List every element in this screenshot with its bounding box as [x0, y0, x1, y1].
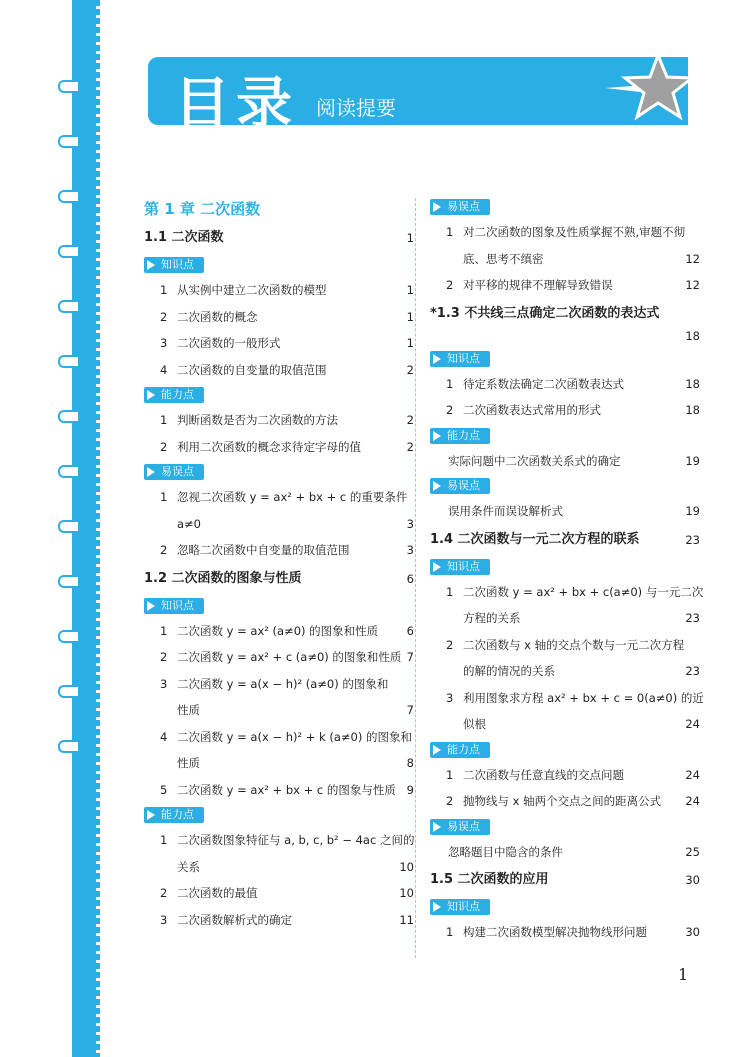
- toc-list: [430, 762, 700, 815]
- entry-number: 2: [160, 309, 168, 324]
- entry-text: 忽略题目中隐含的条件: [448, 844, 563, 859]
- entry-number: 1: [446, 376, 454, 391]
- toc-list: [430, 498, 700, 525]
- entry-text: 关系: [177, 859, 200, 874]
- entry-page: 23: [685, 611, 700, 625]
- tag-mistake: 易误点: [430, 815, 700, 839]
- entry-page: 7: [406, 650, 414, 664]
- tag-mistake: 易误点: [430, 195, 700, 219]
- section-heading[interactable]: 1.1 二次函数 1: [144, 230, 414, 245]
- tag-ability: 能力点: [430, 424, 700, 448]
- binder-ring: [58, 135, 78, 148]
- page-title: 目录: [174, 72, 298, 137]
- toc-entry[interactable]: [144, 854, 414, 881]
- toc-entry[interactable]: [144, 357, 414, 384]
- tag-knowledge: 知识点: [430, 555, 700, 579]
- binder-ring: [58, 740, 78, 753]
- toc-list: [430, 448, 700, 475]
- binder-ring: [58, 465, 78, 478]
- entry-text: 对平移的规律不理解导致错误: [463, 278, 613, 292]
- entry-page: 1: [406, 283, 414, 297]
- entry-text: 的解的情况的关系: [463, 664, 555, 678]
- toc-entry[interactable]: [430, 246, 700, 273]
- spine-stripes: [96, 0, 100, 1057]
- triangle-icon: [147, 601, 155, 611]
- toc-entry[interactable]: [430, 219, 700, 246]
- entry-number: 1: [160, 833, 168, 847]
- toc-entry[interactable]: [144, 407, 414, 434]
- entry-number: 2: [446, 278, 454, 292]
- entry-text: a≠0: [177, 516, 201, 531]
- toc-list: [430, 839, 700, 866]
- entry-text: 二次函数 y = ax² + c (a≠0) 的图象和性质: [177, 650, 402, 664]
- entry-page: 24: [685, 767, 700, 782]
- entry-text: 构建二次函数模型解决抛物线形问题: [463, 925, 647, 939]
- entry-text: 忽略二次函数中自变量的取值范围: [177, 543, 350, 557]
- triangle-icon: [433, 202, 441, 212]
- binder-ring: [58, 80, 78, 93]
- triangle-icon: [433, 745, 441, 755]
- entry-text: 利用图象求方程 ax² + bx + c = 0(a≠0) 的近: [463, 690, 704, 705]
- entry-text: 二次函数与任意直线的交点问题: [463, 767, 624, 782]
- entry-page: 1: [406, 336, 414, 350]
- entry-number: 1: [160, 623, 168, 638]
- entry-text: 实际问题中二次函数关系式的确定: [448, 453, 621, 468]
- tag-ability: 能力点: [144, 803, 414, 827]
- entry-text: 二次函数 y = ax² + bx + c(a≠0) 与一元二次: [463, 584, 704, 599]
- toc-entry[interactable]: [144, 644, 414, 671]
- entry-text: 二次函数的自变量的取值范围: [177, 362, 327, 377]
- toc-list: [430, 579, 704, 738]
- triangle-icon: [433, 481, 441, 491]
- toc-entry[interactable]: [430, 579, 704, 606]
- triangle-icon: [433, 562, 441, 572]
- section-heading[interactable]: 1.4 二次函数与一元二次方程的联系 23: [430, 531, 700, 547]
- entry-text: 忽视二次函数 y = ax² + bx + c 的重要条件: [177, 490, 408, 504]
- entry-text: 性质: [177, 756, 200, 770]
- section-heading[interactable]: *1.3 不共线三点确定二次函数的表达式: [430, 305, 660, 321]
- entry-page: 3: [406, 516, 414, 531]
- tag-mistake: 易误点: [144, 460, 414, 484]
- toc-entry[interactable]: [144, 618, 414, 645]
- tag-knowledge: 知识点: [144, 253, 414, 277]
- entry-number: 2: [446, 637, 454, 652]
- toc-entry[interactable]: [144, 277, 414, 304]
- toc-entry[interactable]: [144, 880, 414, 907]
- toc-list: [430, 919, 700, 946]
- tag-ability: 能力点: [430, 738, 700, 762]
- entry-text: 方程的关系: [463, 611, 521, 625]
- toc-entry[interactable]: [144, 724, 414, 751]
- toc-list: [144, 618, 414, 804]
- binder-ring: [58, 630, 78, 643]
- toc-entry[interactable]: [144, 330, 414, 357]
- entry-text: 对二次函数的图象及性质掌握不熟,审题不彻: [463, 225, 686, 239]
- entry-text: 二次函数 y = a(x − h)² (a≠0) 的图象和: [177, 676, 389, 691]
- toc-entry[interactable]: [430, 371, 700, 398]
- entry-text: 待定系数法确定二次函数表达式: [463, 376, 624, 391]
- entry-page: 1: [406, 309, 414, 324]
- toc-entry[interactable]: [430, 632, 700, 659]
- binder-ring: [58, 300, 78, 313]
- toc-list: [144, 407, 414, 460]
- entry-number: 1: [446, 584, 454, 599]
- toc-list: [430, 371, 700, 424]
- entry-page: 24: [685, 717, 700, 731]
- entry-text: 误用条件而误设解析式: [448, 504, 563, 518]
- toc-entry[interactable]: [430, 685, 704, 712]
- tag-knowledge: 知识点: [430, 347, 700, 371]
- entry-page: 11: [399, 912, 414, 927]
- binder-ring: [58, 520, 78, 533]
- triangle-icon: [433, 902, 441, 912]
- entry-page: 25: [685, 844, 700, 859]
- toc-entry[interactable]: [144, 434, 414, 461]
- triangle-icon: [433, 354, 441, 364]
- entry-page: 10: [399, 886, 414, 900]
- entry-page: 30: [685, 925, 700, 939]
- toc-list: [430, 219, 700, 299]
- toc-left-column: [144, 195, 414, 933]
- toc-entry[interactable]: [430, 839, 700, 866]
- entry-number: 1: [446, 767, 454, 782]
- section-page: 18: [685, 328, 700, 343]
- chapter-heading[interactable]: 第 1 章 二次函数: [144, 200, 261, 218]
- page-number: 1: [678, 965, 689, 984]
- section-heading[interactable]: 1.2 二次函数的图象与性质 6: [144, 570, 414, 586]
- entry-text: 从实例中建立二次函数的模型: [177, 283, 327, 297]
- entry-page: 2: [406, 439, 414, 454]
- toc-entry[interactable]: [430, 605, 700, 632]
- entry-number: 2: [160, 886, 168, 900]
- binder-ring: [58, 410, 78, 423]
- toc-entry[interactable]: [144, 671, 414, 698]
- triangle-icon: [147, 390, 155, 400]
- toc-entry[interactable]: [430, 448, 700, 475]
- entry-page: 8: [406, 756, 414, 770]
- entry-text: 二次函数表达式常用的形式: [463, 403, 601, 417]
- toc-entry[interactable]: [430, 498, 700, 525]
- entry-number: 3: [160, 336, 168, 350]
- entry-page: 2: [406, 413, 414, 427]
- entry-number: 1: [160, 490, 168, 504]
- binder-ring: [58, 245, 78, 258]
- tag-ability: 能力点: [144, 383, 414, 407]
- entry-number: 3: [446, 690, 454, 705]
- entry-page: 18: [685, 376, 700, 391]
- tag-knowledge: 知识点: [430, 895, 700, 919]
- entry-number: 5: [160, 782, 168, 797]
- toc-entry[interactable]: [144, 304, 414, 331]
- entry-number: 1: [160, 413, 168, 427]
- entry-page: 19: [685, 504, 700, 518]
- toc-entry[interactable]: [144, 484, 414, 511]
- entry-number: 4: [160, 362, 168, 377]
- toc-entry[interactable]: [144, 907, 414, 934]
- binder-ring: [58, 575, 78, 588]
- entry-text: 二次函数解析式的确定: [177, 912, 292, 927]
- entry-number: 2: [160, 439, 168, 454]
- entry-page: 12: [685, 251, 700, 266]
- entry-number: 4: [160, 729, 168, 744]
- entry-text: 性质: [177, 703, 200, 717]
- entry-number: 3: [160, 676, 168, 691]
- entry-text: 判断函数是否为二次函数的方法: [177, 413, 338, 427]
- toc-list: [144, 827, 414, 933]
- entry-text: 二次函数的概念: [177, 309, 258, 324]
- toc-entry[interactable]: [430, 711, 700, 738]
- triangle-icon: [433, 431, 441, 441]
- section-heading[interactable]: 1.5 二次函数的应用 30: [430, 872, 700, 887]
- entry-page: 19: [685, 453, 700, 468]
- toc-entry[interactable]: [144, 827, 414, 854]
- entry-number: 1: [160, 283, 168, 297]
- toc-entry[interactable]: [144, 777, 414, 804]
- toc-right-column: [430, 195, 704, 946]
- toc-entry[interactable]: [144, 750, 414, 777]
- binder-ring: [58, 685, 78, 698]
- tag-knowledge: 知识点: [144, 594, 414, 618]
- entry-page: 3: [406, 543, 414, 557]
- entry-text: 二次函数 y = ax² (a≠0) 的图象和性质: [177, 623, 379, 638]
- entry-page: 10: [399, 859, 414, 874]
- triangle-icon: [147, 467, 155, 477]
- page-subtitle: 阅读提要: [316, 96, 396, 120]
- entry-text: 二次函数与 x 轴的交点个数与一元二次方程: [463, 637, 685, 652]
- toc-entry[interactable]: [430, 762, 700, 789]
- toc-list: [144, 484, 414, 564]
- binder-ring: [58, 190, 78, 203]
- toc-entry[interactable]: [144, 511, 414, 538]
- entry-page: 23: [685, 664, 700, 678]
- entry-number: 1: [446, 225, 454, 239]
- star-icon: [600, 40, 700, 140]
- toc-entry[interactable]: [430, 397, 700, 424]
- entry-number: 3: [160, 912, 168, 927]
- toc-entry[interactable]: [144, 697, 414, 724]
- entry-number: 2: [160, 543, 168, 557]
- entry-text: 抛物线与 x 轴两个交点之间的距离公式: [463, 794, 662, 808]
- entry-number: 1: [446, 925, 454, 939]
- toc-list: [144, 277, 414, 383]
- entry-page: 6: [406, 623, 414, 638]
- toc-entry[interactable]: [430, 919, 700, 946]
- entry-number: 2: [446, 403, 454, 417]
- entry-text: 二次函数图象特征与 a, b, c, b² − 4ac 之间的: [177, 833, 415, 847]
- tag-mistake: 易误点: [430, 474, 700, 498]
- entry-page: 7: [406, 703, 414, 717]
- triangle-icon: [147, 260, 155, 270]
- toc-entry[interactable]: [144, 537, 414, 564]
- entry-number: 2: [446, 794, 454, 808]
- toc-entry[interactable]: [430, 658, 700, 685]
- entry-number: 2: [160, 650, 168, 664]
- entry-text: 二次函数的一般形式: [177, 336, 281, 350]
- entry-text: 二次函数 y = a(x − h)² + k (a≠0) 的图象和: [177, 729, 412, 744]
- entry-text: 利用二次函数的概念求待定字母的值: [177, 439, 361, 454]
- triangle-icon: [433, 822, 441, 832]
- column-divider: [415, 198, 416, 958]
- entry-page: 9: [406, 782, 414, 797]
- entry-text: 二次函数 y = ax² + bx + c 的图象与性质: [177, 782, 396, 797]
- entry-text: 似根: [463, 717, 486, 731]
- toc-entry[interactable]: [430, 272, 700, 299]
- binder-ring: [58, 355, 78, 368]
- entry-page: 24: [685, 794, 700, 808]
- entry-text: 底、思考不缜密: [463, 251, 544, 266]
- entry-page: 12: [685, 278, 700, 292]
- triangle-icon: [147, 810, 155, 820]
- entry-page: 18: [685, 403, 700, 417]
- entry-page: 2: [406, 362, 414, 377]
- toc-entry[interactable]: [430, 788, 700, 815]
- entry-text: 二次函数的最值: [177, 886, 258, 900]
